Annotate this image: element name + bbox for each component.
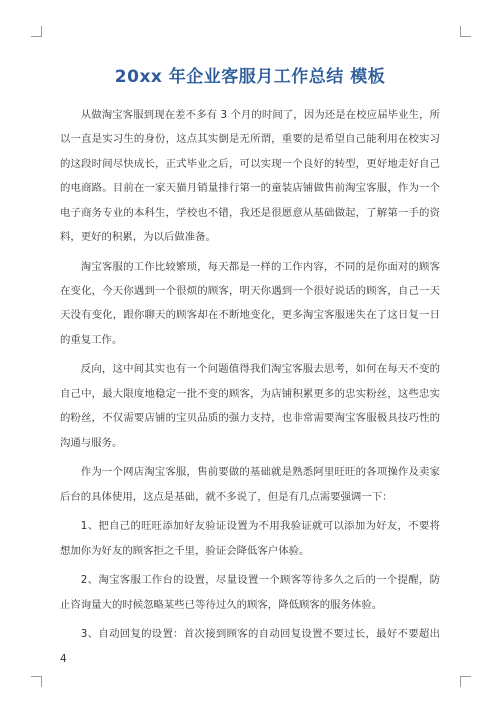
paragraph: 从做淘宝客服到现在差不多有 3 个月的时间了，因为还是在校应届毕业生，所以一直是实习生的身份，这点其实倒是无所谓，重要的是希望自己能利用在校实习的这段时间尽快成长，正式毕业之后，可以实现一个良好的转型，更好地走好自己的电商路。目前在一家天猫月销量排行第一的童装店铺做售前淘宝客服，作为一个电子商务专业的本科生，学校也不错，我还是很愿意从基础做起，了解第一手的资料，更好的积累，为以后做准备。	[60, 109, 440, 244]
crop-mark-top-left	[31, 26, 42, 37]
paragraph: 作为一个网店淘宝客服，售前要做的基础就是熟悉阿里旺旺的各项操作及卖家后台的具体使用，这点是基础，就不多说了，但是有几点需要强调一下：	[60, 466, 440, 503]
paragraph: 2、淘宝客服工作台的设置，尽量设置一个顾客等待多久之后的一个提醒，防止咨询量大的时候忽略某些已等待过久的顾客，降低顾客的服务体验。	[60, 574, 440, 611]
document-body	[60, 103, 440, 676]
crop-mark-bottom-left	[31, 676, 42, 687]
paragraph: 反向，这中间其实也有一个问题值得我们淘宝客服去思考，如何在每天不变的自己中，最大限度地稳定一批不变的顾客，为店铺积累更多的忠实粉丝，这些忠实的粉丝，不仅需要店铺的宝贝品质的强力支持，也非常需要淘宝客服极具技巧性的沟通与服务。	[60, 363, 440, 449]
paragraph: 3、自动回复的设置：首次接到顾客的自动回复设置不要过长，最好不要超出 4	[60, 628, 440, 665]
crop-mark-top-right	[460, 26, 471, 37]
paragraph: 淘宝客服的工作比较繁琐，每天都是一样的工作内容，不同的是你面对的顾客在变化，今天你遇到一个很烦的顾客，明天你遇到一个很好说话的顾客，自己一天天没有变化，跟你聊天的顾客却在不断地变化，更多淘宝客服迷失在了这日复一日的重复工作。	[60, 260, 440, 346]
paragraph: 1、把自己的旺旺添加好友验证设置为不用我验证就可以添加为好友，不要将想加你为好友的顾客拒之千里，验证会降低客户体验。	[60, 520, 440, 557]
crop-mark-bottom-right	[460, 676, 471, 687]
document-title: 20xx 年企业客服月工作总结 模板	[114, 67, 386, 87]
